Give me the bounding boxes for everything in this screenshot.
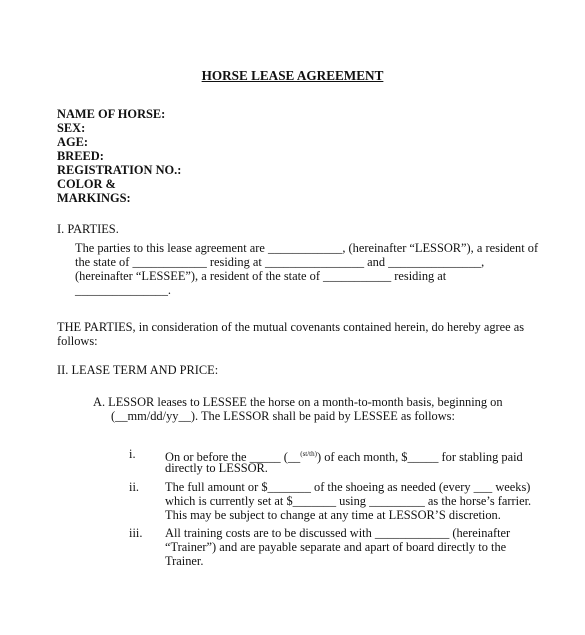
item-iii-line-2: “Trainer”) and are payable separate and apart of board directly to the	[165, 540, 507, 554]
field-breed: BREED:	[57, 149, 104, 163]
parties-line-4: _______________.	[75, 283, 172, 297]
item-iii-line-3: Trainer.	[165, 554, 204, 568]
term-a-line-1: A. LESSOR leases to LESSEE the horse on a month-to-month basis, beginning on	[93, 395, 503, 409]
item-i-line-1-pre: On or before the _____ (__	[165, 450, 301, 464]
item-i-superscript: (st/th)	[300, 450, 317, 458]
item-i-line-2: directly to LESSOR.	[165, 461, 268, 475]
agreement-line-1: THE PARTIES, in consideration of the mutual covenants contained herein, do hereby agree as	[57, 320, 525, 334]
item-ii-number: ii.	[129, 480, 139, 494]
item-ii-line-1: The full amount or $_______ of the shoeing as needed (every ___ weeks)	[165, 480, 531, 494]
field-markings: MARKINGS:	[57, 191, 131, 205]
field-sex: SEX:	[57, 121, 86, 135]
field-name-of-horse: NAME OF HORSE:	[57, 107, 166, 121]
item-ii-line-3: This may be subject to change at any time at LESSOR’S discretion.	[165, 508, 501, 522]
parties-line-1: The parties to this lease agreement are ____________, (hereinafter “LESSOR”), a resident of	[75, 241, 539, 255]
item-i-number: i.	[129, 447, 136, 461]
document-title: HORSE LEASE AGREEMENT	[201, 68, 384, 83]
item-iii-line-1: All training costs are to be discussed with ____________ (hereinafter	[165, 526, 511, 540]
item-i-line-1-post: ) of each month, $_____ for stabling paid	[316, 450, 523, 464]
section-parties-heading: I. PARTIES.	[57, 222, 119, 236]
field-color: COLOR &	[57, 177, 116, 191]
agreement-line-2: follows:	[57, 334, 98, 348]
field-registration-no: REGISTRATION NO.:	[57, 163, 182, 177]
parties-line-2: the state of ____________ residing at ________________ and _______________,	[75, 255, 485, 269]
term-a-line-2: (__mm/dd/yy__). The LESSOR shall be paid by LESSEE as follows:	[111, 409, 455, 423]
field-age: AGE:	[57, 135, 88, 149]
item-ii-line-2: which is currently set at $_______ using _________ as the horse’s farrier.	[165, 494, 532, 508]
parties-line-3: (hereinafter “LESSEE”), a resident of the state of ___________ residing at	[75, 269, 447, 283]
item-iii-number: iii.	[129, 526, 143, 540]
section-term-heading: II. LEASE TERM AND PRICE:	[57, 363, 219, 377]
